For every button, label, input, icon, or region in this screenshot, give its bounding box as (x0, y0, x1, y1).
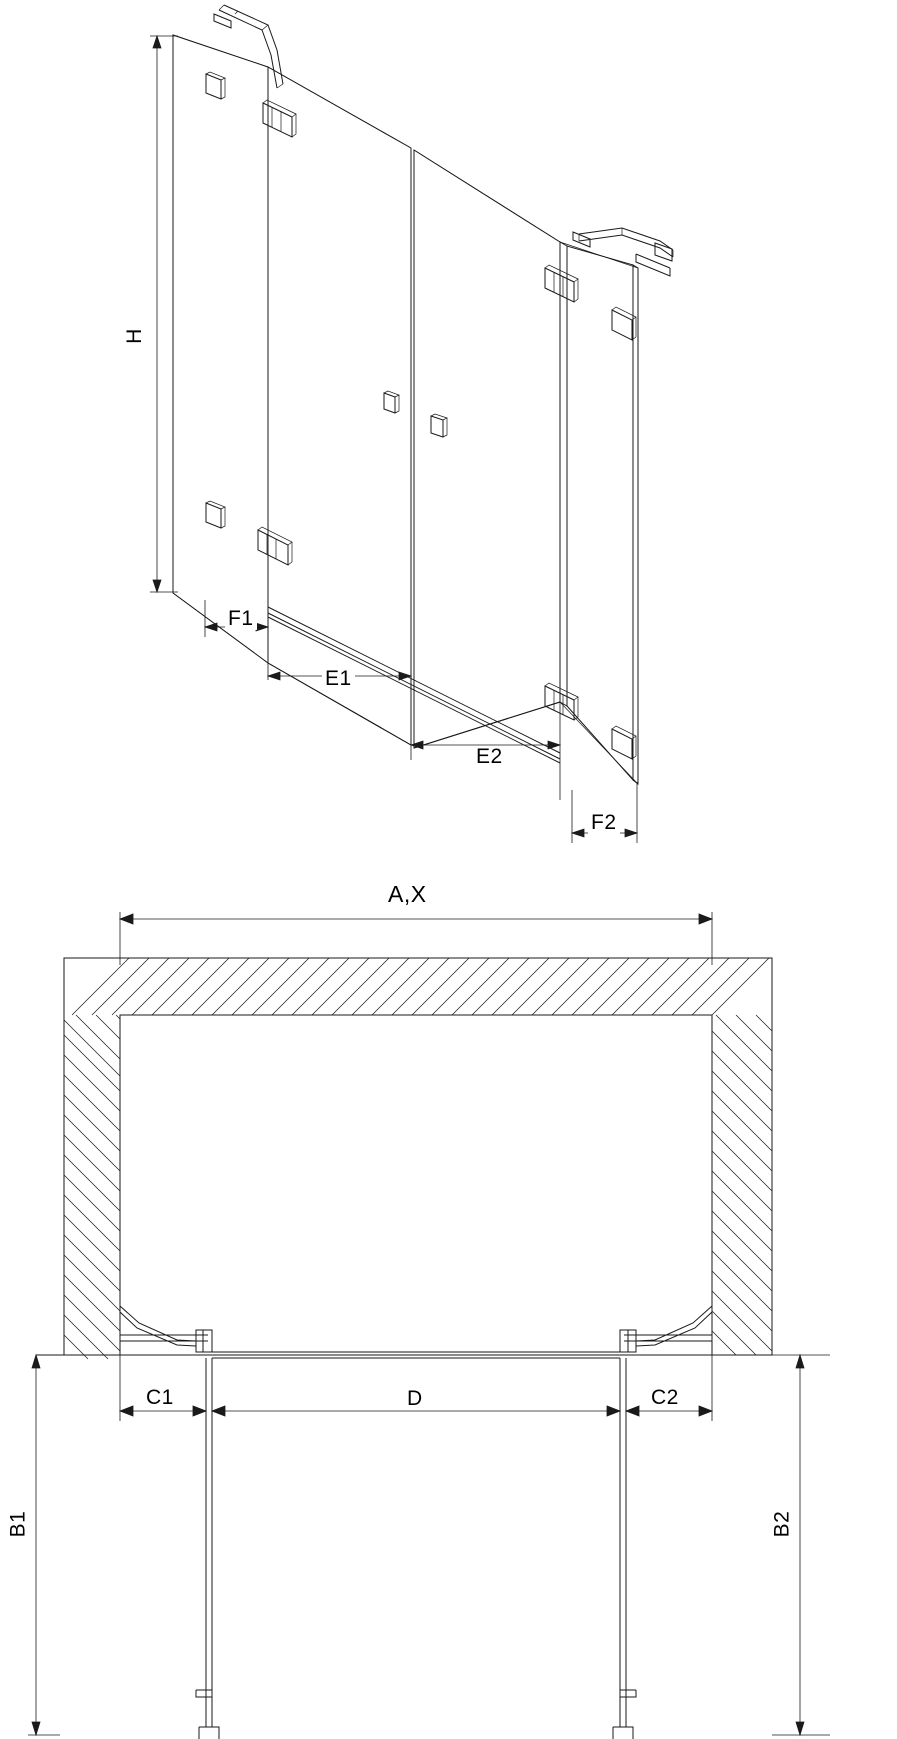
dimension-label-E1: E1 (322, 668, 355, 690)
dimension-B1 (28, 1355, 60, 1735)
door-leaf-open-right (613, 1358, 636, 1739)
dimension-label-B1: B1 (7, 1508, 29, 1541)
wall-hatching (72, 958, 769, 1015)
hinge-fitting (612, 307, 636, 340)
dimension-label-E2: E2 (473, 746, 506, 768)
hinge-assembly-plan (620, 1306, 712, 1352)
door-handle (384, 391, 399, 413)
hinge-fitting (258, 527, 292, 565)
door-leaf-open-left (196, 1358, 219, 1739)
dimension-label-F1: F1 (225, 608, 257, 630)
dimension-label-B2: B2 (771, 1508, 793, 1541)
dimension-B2 (772, 1355, 830, 1735)
dimension-label-D: D (404, 1388, 426, 1410)
dimension-label-AX: A,X (385, 882, 430, 906)
hinge-fitting (545, 683, 578, 720)
stabilizer-bar (214, 5, 283, 88)
dimension-label-F2: F2 (588, 812, 620, 834)
hinge-fitting (206, 501, 225, 528)
hinge-assembly-plan (120, 1306, 212, 1352)
dimension-label-C1: C1 (143, 1387, 177, 1409)
hinge-fitting (545, 265, 578, 302)
hinge-fitting (612, 726, 636, 759)
dimension-label-H: H (124, 325, 146, 347)
door-handle (431, 414, 447, 437)
dimension-AX (120, 912, 712, 965)
dimension-H (150, 36, 178, 592)
wall-hatching (712, 1015, 772, 1355)
hinge-fitting (206, 72, 225, 99)
top-plan-view (28, 912, 830, 1739)
dimension-label-C2: C2 (648, 1387, 682, 1409)
front-elevation-view (150, 5, 673, 843)
wall-hatching (64, 1015, 120, 1359)
